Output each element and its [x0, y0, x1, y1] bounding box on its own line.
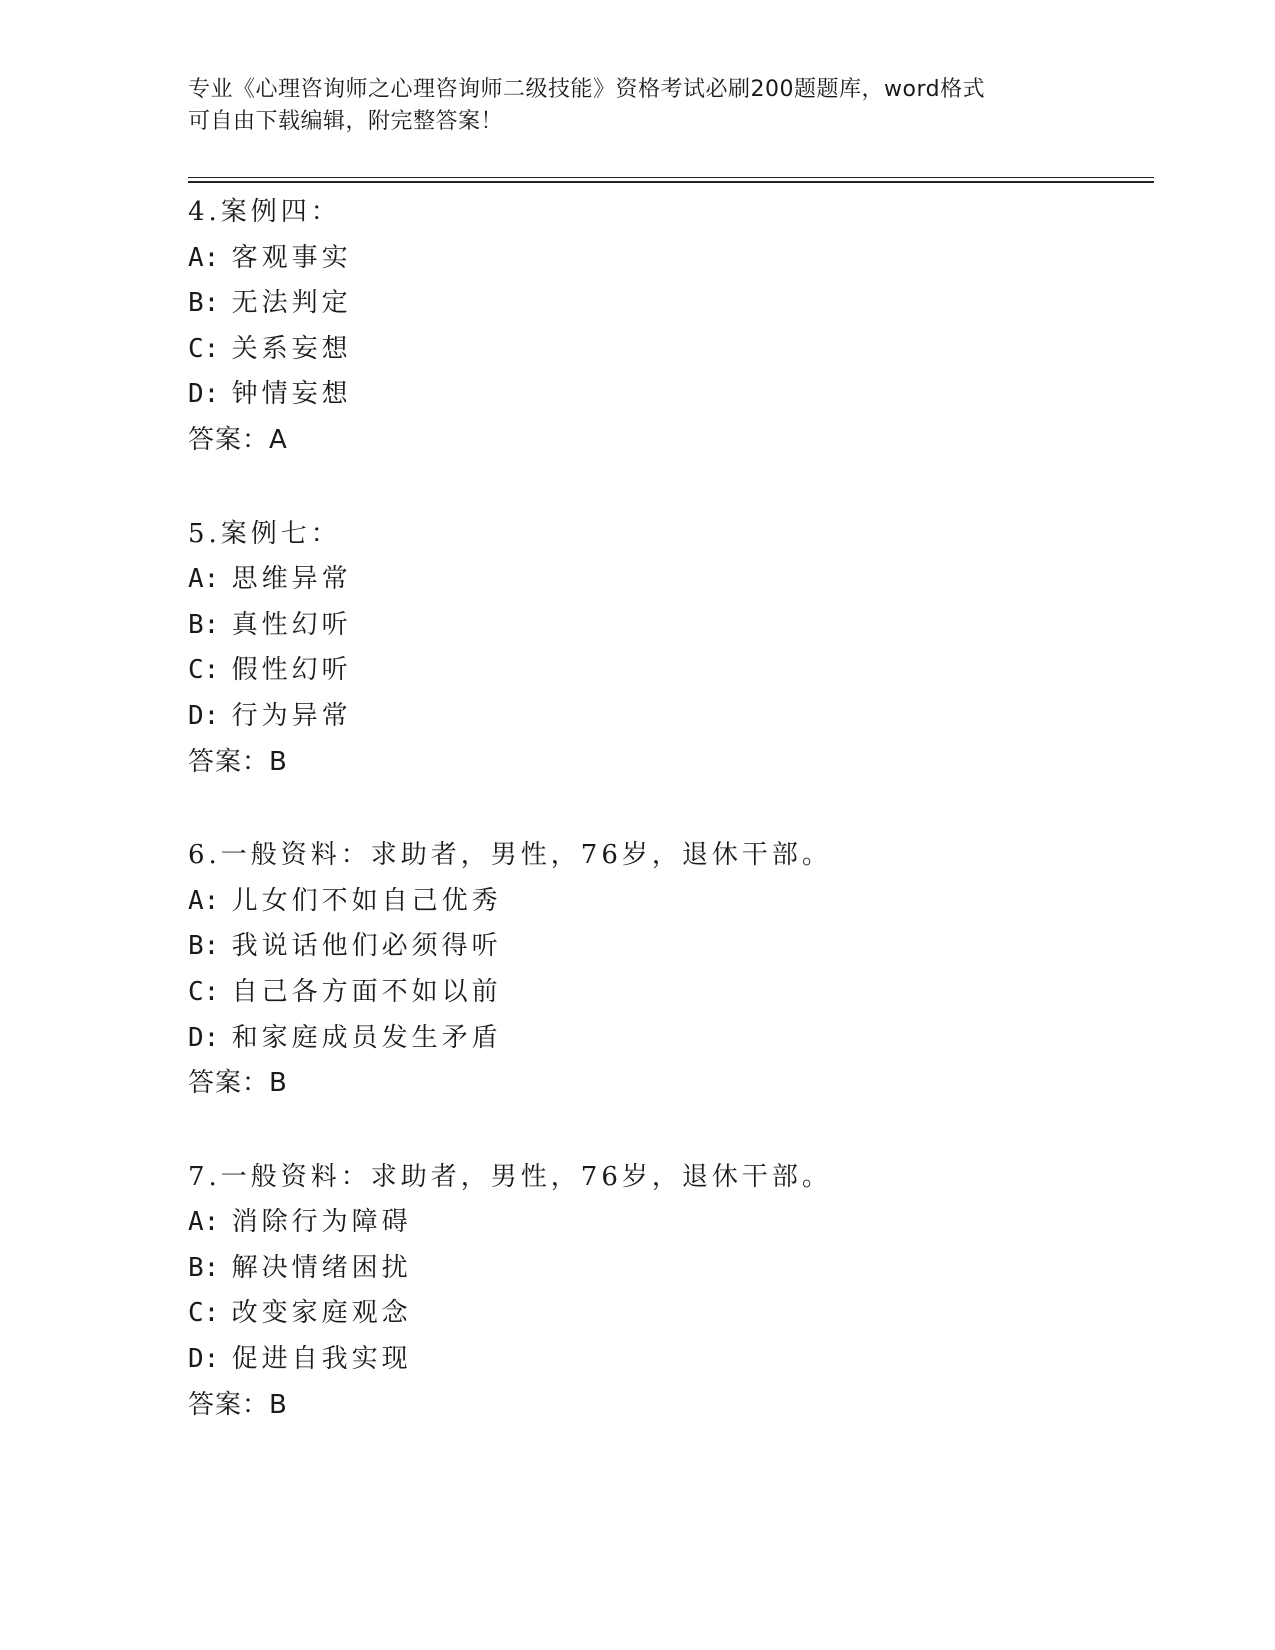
- question-7: [188, 1155, 1148, 1429]
- option-key: D:: [188, 379, 220, 410]
- option-key: D:: [188, 1022, 220, 1053]
- option-key: A:: [188, 1207, 220, 1238]
- option-key: A:: [188, 564, 220, 595]
- option-key: A:: [188, 242, 220, 273]
- option-b: [188, 281, 1148, 327]
- answer-line: 答案：B: [188, 1068, 288, 1099]
- option-text: 真性幻听: [231, 609, 352, 640]
- question-4: [188, 190, 1148, 464]
- question-stem: 6.一般资料：求助者，男性，76岁，退休干部。: [188, 840, 832, 871]
- question-stem: 5.案例七：: [188, 518, 341, 549]
- option-key: C:: [188, 1298, 220, 1329]
- option-b: [188, 1246, 1148, 1292]
- option-d: [188, 694, 1148, 740]
- option-d: [188, 1016, 1148, 1062]
- question-stem: 7.一般资料：求助者，男性，76岁，退休干部。: [188, 1161, 832, 1192]
- option-c: [188, 648, 1148, 694]
- document-header: [188, 74, 1088, 138]
- option-text: 无法判定: [231, 288, 352, 319]
- option-key: C:: [188, 333, 220, 364]
- option-text: 假性幻听: [231, 655, 352, 686]
- header-divider-thick: [188, 181, 1154, 183]
- option-key: D:: [188, 1344, 220, 1375]
- option-text: 促进自我实现: [231, 1344, 412, 1375]
- header-line-1: 专业《心理咨询师之心理咨询师二级技能》资格考试必刷200题题库，word格式: [188, 77, 986, 102]
- question-stem: 4.案例四：: [188, 197, 341, 227]
- option-a: [188, 557, 1148, 603]
- option-b: [188, 924, 1148, 970]
- question-5: [188, 512, 1148, 786]
- question-6: [188, 833, 1148, 1107]
- option-a: [188, 879, 1148, 925]
- option-b: [188, 603, 1148, 649]
- option-text: 关系妄想: [231, 333, 352, 364]
- option-key: B:: [188, 931, 220, 962]
- option-text: 我说话他们必须得听: [231, 931, 502, 962]
- option-key: D:: [188, 700, 220, 731]
- option-key: B:: [188, 288, 220, 319]
- option-d: [188, 1337, 1148, 1383]
- option-c: [188, 327, 1148, 373]
- option-c: [188, 1291, 1148, 1337]
- question-list: [188, 190, 1148, 1476]
- header-line-2: 可自由下载编辑，附完整答案！: [188, 109, 504, 134]
- option-key: B:: [188, 1252, 220, 1283]
- option-a: [188, 236, 1148, 282]
- header-divider-thin: [188, 177, 1154, 178]
- option-text: 钟情妄想: [231, 379, 352, 410]
- option-text: 消除行为障碍: [231, 1207, 412, 1238]
- option-text: 解决情绪困扰: [231, 1252, 412, 1283]
- answer-line: 答案：A: [188, 424, 288, 455]
- option-key: B:: [188, 609, 220, 640]
- answer-line: 答案：B: [188, 1389, 288, 1420]
- option-text: 和家庭成员发生矛盾: [231, 1022, 502, 1053]
- option-key: C:: [188, 976, 220, 1007]
- option-key: A:: [188, 885, 220, 916]
- option-key: C:: [188, 655, 220, 686]
- option-d: [188, 372, 1148, 418]
- option-text: 思维异常: [231, 564, 352, 595]
- answer-line: 答案：B: [188, 746, 288, 777]
- option-text: 客观事实: [231, 242, 352, 273]
- option-a: [188, 1200, 1148, 1246]
- option-text: 行为异常: [231, 700, 352, 731]
- option-text: 自己各方面不如以前: [231, 976, 502, 1007]
- option-text: 改变家庭观念: [231, 1298, 412, 1329]
- option-c: [188, 970, 1148, 1016]
- option-text: 儿女们不如自己优秀: [231, 885, 502, 916]
